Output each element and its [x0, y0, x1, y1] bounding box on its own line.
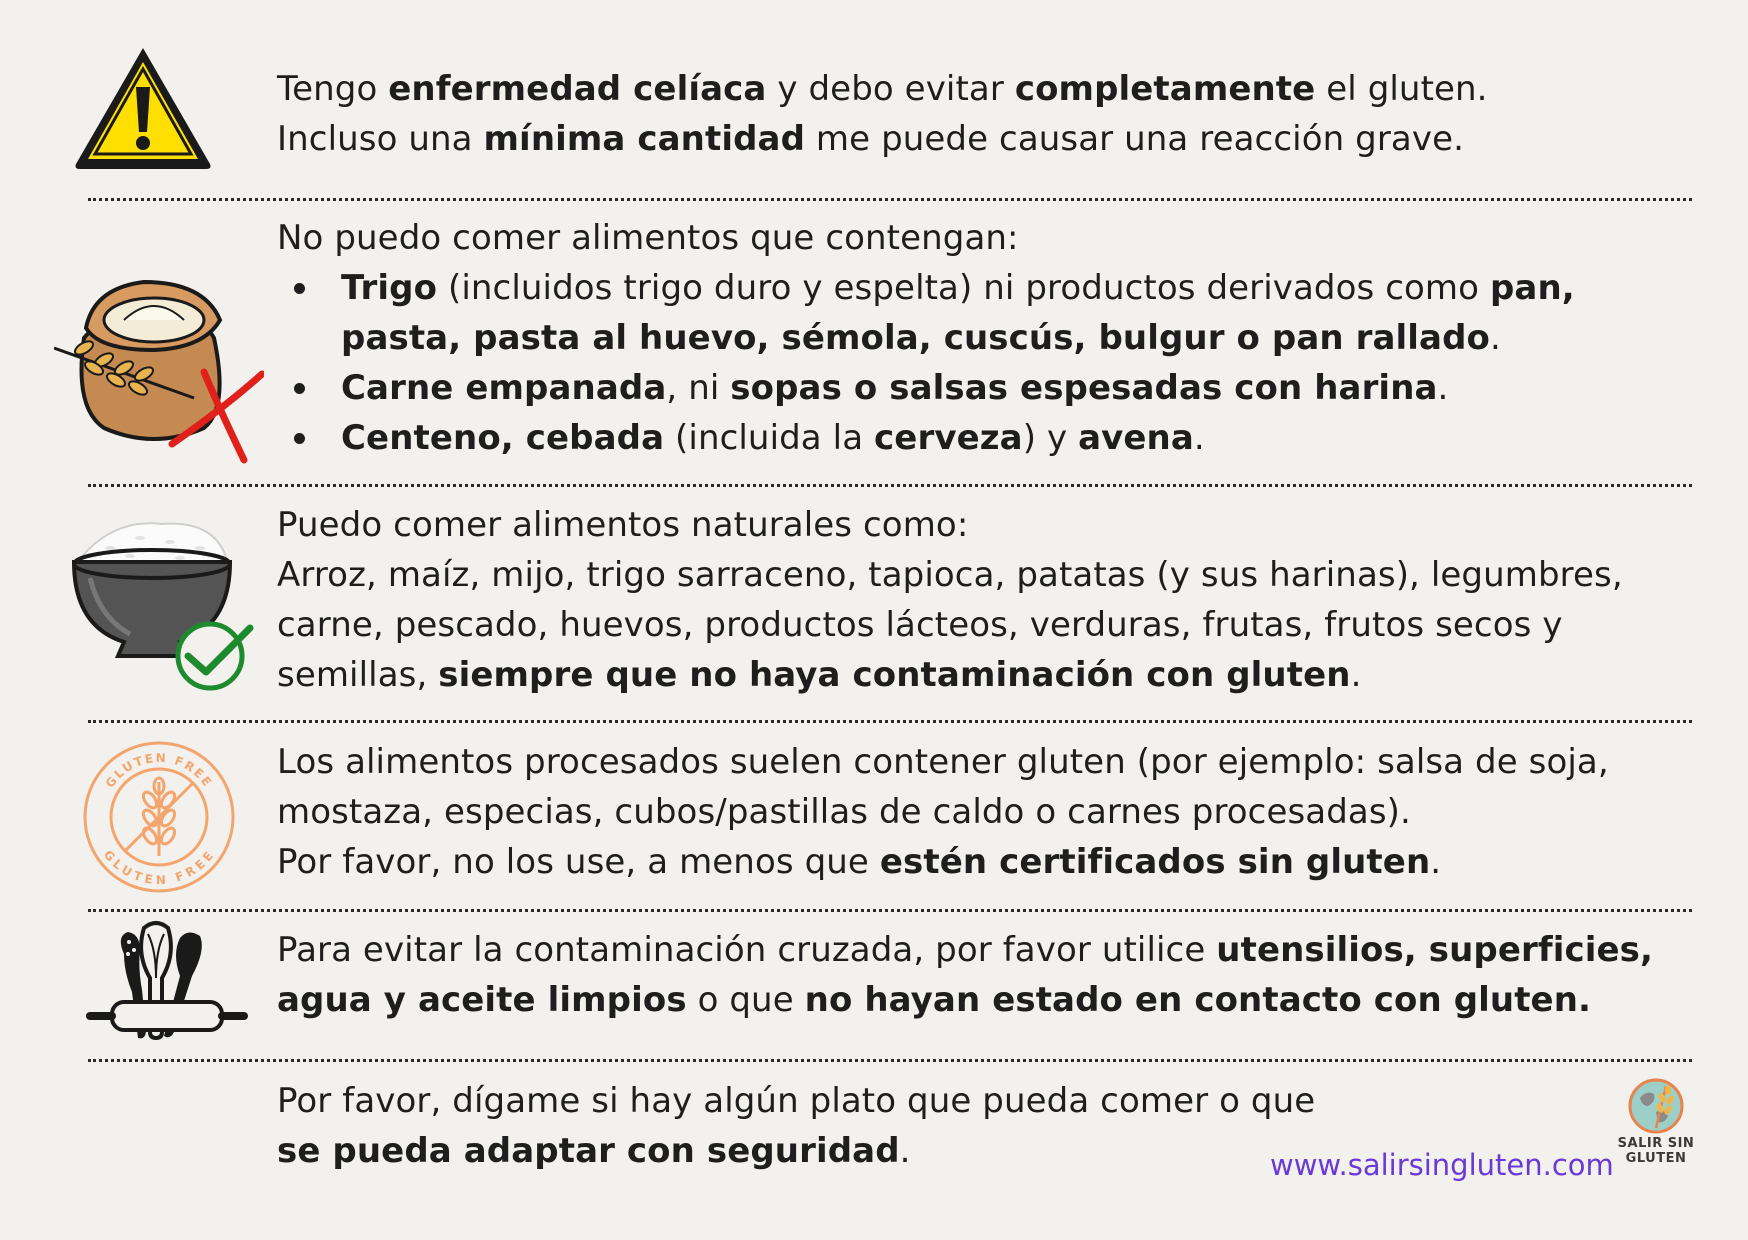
bold-run: pan,: [1489, 268, 1575, 308]
bold-run: sopas o salsas espesadas con harina: [730, 368, 1438, 408]
brand-name-line-2: GLUTEN: [1625, 1151, 1687, 1166]
section-divider: [88, 909, 1692, 912]
cannot-eat-intro: No puedo comer alimentos que contengan:: [277, 218, 1019, 258]
bold-run: cerveza: [874, 418, 1023, 458]
bold-run: utensilios, superficies,: [1216, 930, 1654, 970]
can-eat-text: [277, 500, 1623, 700]
text-run: el gluten.: [1315, 69, 1488, 109]
text-run: y debo evitar: [766, 69, 1015, 109]
can-eat-intro: Puedo comer alimentos naturales como:: [277, 505, 969, 545]
rice-bowl-check-icon: [70, 518, 256, 692]
warning-line-1: [277, 64, 1488, 114]
processed-line-2: mostaza, especias, cubos/pastillas de caldo o carnes procesadas).: [277, 792, 1411, 832]
text-run: semillas,: [277, 655, 439, 695]
closing-line-1: Por favor, dígame si hay algún plato que pueda comer o que: [277, 1081, 1316, 1121]
bold-run: completamente: [1014, 69, 1316, 109]
processed-text: [277, 737, 1609, 887]
processed-line-3: [277, 837, 1609, 887]
bold-run: siempre que no haya contaminación con gluten: [438, 655, 1351, 695]
cross-contamination-text: [277, 925, 1653, 1025]
list-item: [277, 413, 1575, 463]
can-eat-line-3: [277, 650, 1623, 700]
stamp-text-top: GLUTEN FREE: [102, 750, 216, 791]
section-divider: [88, 720, 1692, 723]
section-divider: [88, 484, 1692, 487]
text-run: .: [1490, 318, 1501, 358]
text-run: o que: [686, 980, 805, 1020]
cross-contamination-line-1: [277, 925, 1653, 975]
stamp-text-bottom: GLUTEN FREE: [100, 847, 218, 888]
text-run: me puede causar una reacción grave.: [805, 119, 1464, 159]
text-run: (incluidos trigo duro y espelta) ni productos derivados como: [437, 268, 1490, 308]
text-run: Por favor, no los use, a menos que: [277, 842, 880, 882]
gluten-free-stamp-icon: [82, 740, 236, 894]
list-item: [277, 263, 1575, 363]
bold-run: se pueda adaptar con seguridad: [277, 1131, 900, 1171]
kitchen-utensils-icon: [84, 920, 248, 1050]
bold-run: Trigo: [341, 268, 438, 308]
can-eat-line-1: Arroz, maíz, mijo, trigo sarraceno, tapioca, patatas (y sus harinas), legumbres,: [277, 555, 1623, 595]
text-run: (incluida la: [664, 418, 875, 458]
bold-run: avena: [1078, 418, 1194, 458]
bold-run: enfermedad celíaca: [388, 69, 767, 109]
bold-run: mínima cantidad: [483, 119, 806, 159]
website-link[interactable]: www.salirsingluten.com: [1270, 1148, 1614, 1182]
bold-run: agua y aceite limpios: [277, 980, 687, 1020]
warning-triangle-icon: [70, 42, 216, 174]
bold-run: Carne empanada: [341, 368, 667, 408]
text-run: .: [1193, 418, 1205, 458]
section-divider: [88, 1059, 1692, 1062]
closing-text: [277, 1076, 1315, 1176]
can-eat-line-2: carne, pescado, huevos, productos lácteos, verduras, frutas, frutos secos y: [277, 605, 1563, 645]
list-item: [277, 363, 1575, 413]
brand-name-line-1: SALIR SIN: [1617, 1136, 1695, 1151]
text-run: Tengo: [277, 69, 389, 109]
bold-run: estén certificados sin gluten: [879, 842, 1431, 882]
text-run: .: [899, 1131, 911, 1171]
warning-line-2: [277, 114, 1488, 164]
text-run: Incluso una: [277, 119, 484, 159]
text-run: .: [1350, 655, 1362, 695]
section-divider: [88, 198, 1692, 201]
globe-wheat-icon: [1626, 1076, 1686, 1136]
text-run: , ni: [666, 368, 731, 408]
bold-run: Centeno, cebada: [341, 418, 665, 458]
flour-sack-crossed-icon: [54, 268, 264, 468]
cannot-eat-text: [277, 213, 1575, 463]
processed-line-1: Los alimentos procesados suelen contener gluten (por ejemplo: salsa de soja,: [277, 742, 1609, 782]
brand-logo: [1606, 1076, 1706, 1166]
text-run: ) y: [1022, 418, 1079, 458]
text-run: Para evitar la contaminación cruzada, por favor utilice: [277, 930, 1217, 970]
text-run: .: [1437, 368, 1449, 408]
closing-line-2: [277, 1126, 1315, 1176]
text-run: .: [1430, 842, 1442, 882]
cross-contamination-line-2: [277, 975, 1653, 1025]
forbidden-foods-list: [277, 263, 1575, 463]
bold-run: pasta, pasta al huevo, sémola, cuscús, bulgur o pan rallado: [341, 318, 1490, 358]
warning-text: [277, 64, 1488, 164]
bold-run: no hayan estado en contacto con gluten.: [804, 980, 1592, 1020]
